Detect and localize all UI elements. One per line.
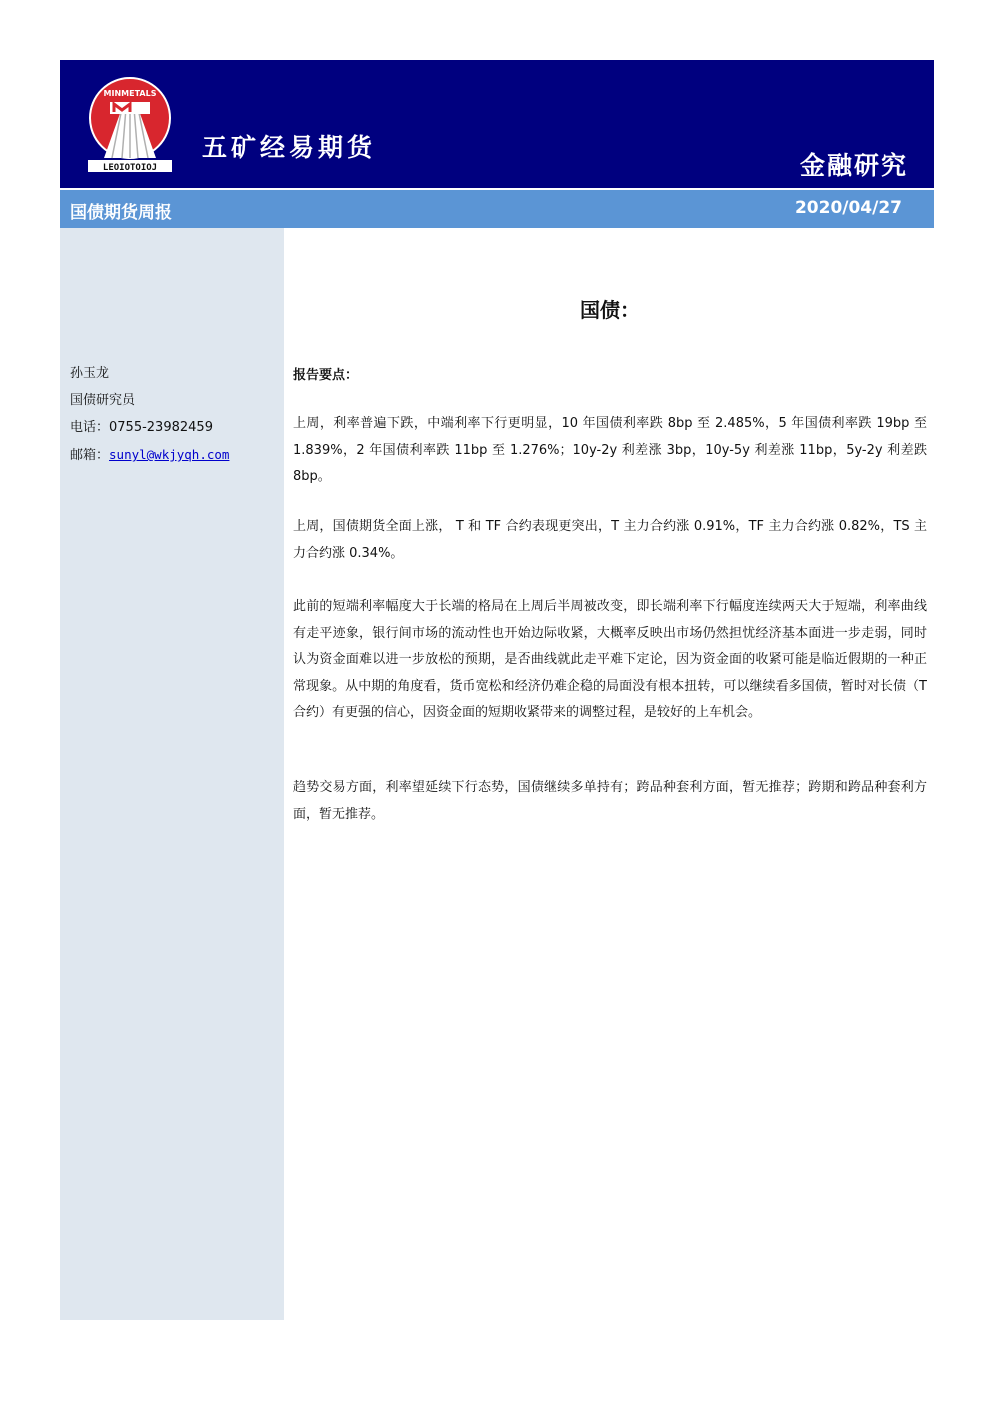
phone-label: 电话：: [70, 420, 110, 435]
paragraph-futures: 上周，国债期货全面上涨， T 和 TF 合约表现更突出，T 主力合约涨 0.91%，TF 主力合约涨 0.82%，TS 主力合约涨 0.34%。: [293, 519, 927, 561]
author-email-row: [70, 441, 229, 469]
minmetals-logo-icon: [82, 74, 178, 174]
report-date: 2020/04/27: [794, 198, 902, 218]
author-sidebar: [60, 228, 284, 1320]
author-block: [70, 360, 229, 469]
author-role: 国债研究员: [70, 393, 136, 408]
author-phone-row: [70, 414, 229, 441]
report-type: 国债期货周报: [70, 203, 172, 223]
paragraph-outlook: 此前的短端利率幅度大于长端的格局在上周后半周被改变，即长端利率下行幅度连续两天大于短端，利率曲线有走平迹象，银行间市场的流动性也开始边际收紧，大概率反映出市场仍然担忧经济基本面进一步走弱，同时认为资金面难以进一步放松的预期，是否曲线就此走平难下定论，因为资金面的收紧可能是临近假期的一种正常现象。从中期的角度看，货币宽松和经济仍难企稳的局面没有根本扭转，可以继续看多国债，暂时对长债（T 合约）有更强的信心，因资金面的短期收紧带来的调整过程，是较好的上车机会。: [293, 599, 927, 720]
logo-text-bottom: LEOIOTOIOJ: [102, 163, 158, 173]
key-points-heading: 报告要点：: [293, 368, 359, 383]
document-title: 国债：: [580, 298, 640, 322]
author-name: 孙玉龙: [70, 366, 110, 381]
paragraph-rates: 上周，利率普遍下跌，中端利率下行更明显，10 年国债利率跌 8bp 至 2.485%，5 年国债利率跌 19bp 至 1.839%，2 年国债利率跌 11bp 至 1.276%；10y-2y 利差涨 3bp，10y-5y 利差涨 11bp，5y-2y 利差跌 8bp。: [293, 416, 927, 484]
report-type-band: [60, 190, 934, 228]
logo-text-top: MINMETALS: [103, 89, 157, 98]
phone-number: 0755-23982459: [109, 420, 213, 435]
email-label: 邮箱：: [70, 448, 110, 463]
report-category: 金融研究: [799, 151, 908, 180]
email-link[interactable]: sunyl@wkjyqh.com: [109, 447, 230, 462]
paragraph-strategy: 趋势交易方面，利率望延续下行态势，国债继续多单持有；跨品种套利方面，暂无推荐；跨期和跨品种套利方面，暂无推荐。: [293, 780, 927, 822]
report-header: [60, 60, 934, 188]
company-name: 五矿经易期货: [202, 133, 377, 162]
